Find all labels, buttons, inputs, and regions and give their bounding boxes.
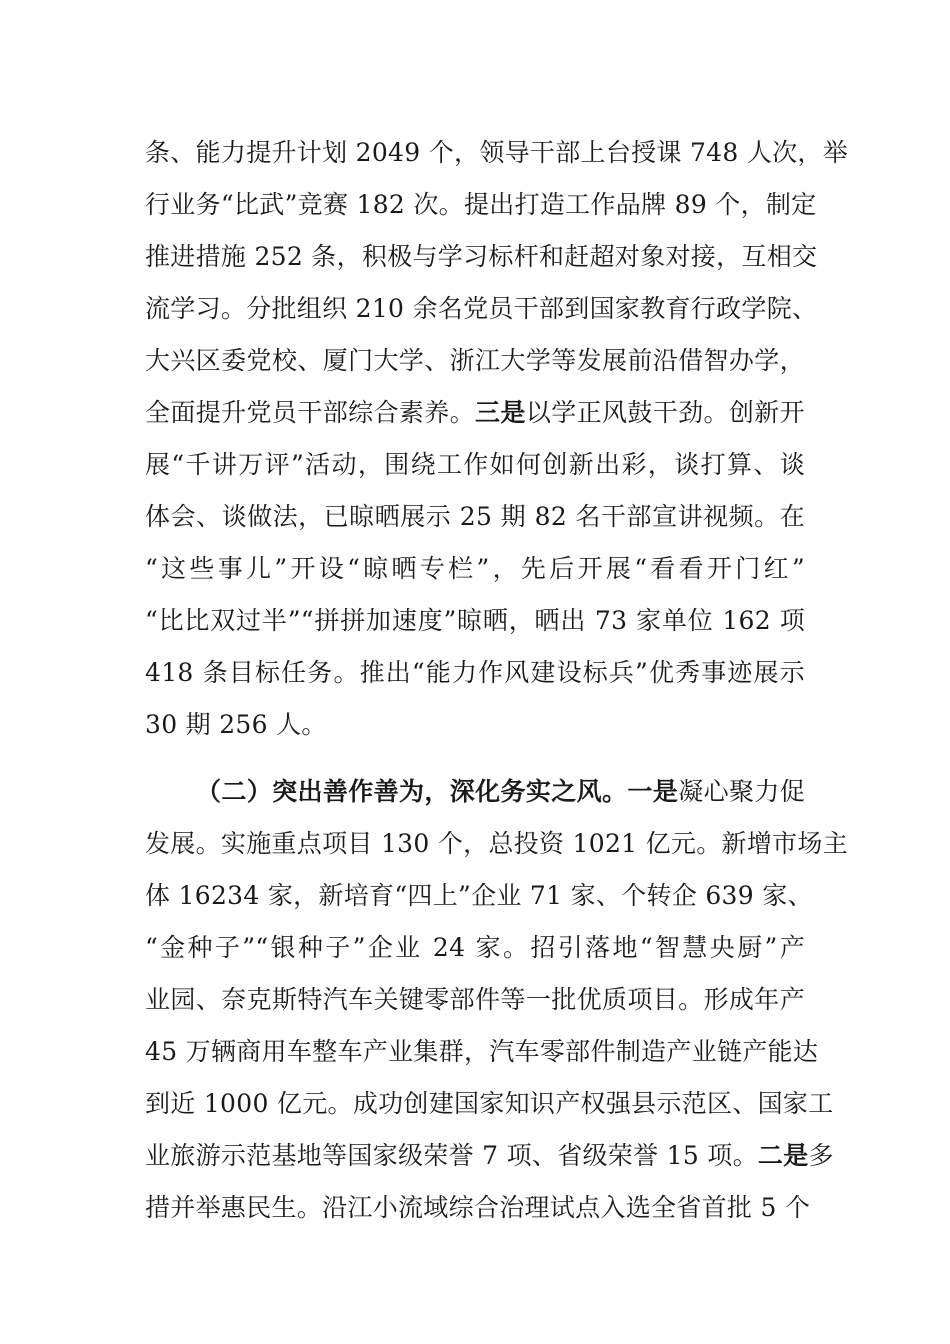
text-segment: 凝心聚力促 xyxy=(678,777,805,806)
body-text-line xyxy=(145,1136,834,1176)
body-text-line xyxy=(145,980,805,1020)
text-segment: 大兴区委党校、厦门大学、浙江大学等发展前沿借智办学， xyxy=(145,346,805,375)
text-segment: 条、能力提升计划 2049 个，领导干部上台授课 748 人次，举 xyxy=(145,138,849,167)
body-text-line xyxy=(145,497,805,537)
body-text-line xyxy=(145,705,805,745)
body-text-line xyxy=(145,824,849,864)
text-segment: 体 16234 家，新培育“四上”企业 71 家、个转企 639 家、 xyxy=(145,881,813,910)
body-text-line xyxy=(145,445,805,485)
body-text-line xyxy=(196,772,805,812)
body-text-line xyxy=(145,393,805,433)
text-segment: 418 条目标任务。推出“能力作风建设标兵”优秀事迹展示 xyxy=(145,658,805,687)
text-segment: 30 期 256 人。 xyxy=(145,710,327,739)
body-text-line xyxy=(145,133,849,173)
text-segment: 推进措施 252 条，积极与学习标杆和赶超对象对接，互相交 xyxy=(145,242,818,271)
body-text-line xyxy=(145,1032,819,1072)
bold-text-segment: 三是 xyxy=(475,398,526,427)
text-segment: “比比双过半”“拼拼加速度”晾晒，晒出 73 家单位 162 项 xyxy=(145,606,805,635)
text-segment: “这些事儿”开设“晾晒专栏”，先后开展“看看开门红” xyxy=(145,554,805,583)
text-segment: 45 万辆商用车整车产业集群，汽车零部件制造产业链产能达 xyxy=(145,1037,819,1066)
body-text-line xyxy=(145,601,805,641)
text-segment: 到近 1000 亿元。成功创建国家知识产权强县示范区、国家工 xyxy=(145,1089,834,1118)
text-segment: 展“千讲万评”活动，围绕工作如何创新出彩，谈打算、谈 xyxy=(145,450,805,479)
body-text-line xyxy=(145,237,818,277)
text-segment: 行业务“比武”竞赛 182 次。提出打造工作品牌 89 个，制定 xyxy=(145,190,817,219)
text-segment: “金种子”“银种子”企业 24 家。招引落地“智慧央厨”产 xyxy=(145,933,805,962)
text-segment: 多 xyxy=(808,1141,834,1170)
body-text-line xyxy=(145,653,805,693)
text-segment: 以学正风鼓干劲。创新开 xyxy=(525,398,805,427)
text-segment: 发展。实施重点项目 130 个，总投资 1021 亿元。新增市场主 xyxy=(145,829,849,858)
body-text-line xyxy=(145,876,813,916)
text-segment: 业园、奈克斯特汽车关键零部件等一批优质项目。形成年产 xyxy=(145,985,805,1014)
text-segment: 体会、谈做法，已晾晒展示 25 期 82 名干部宣讲视频。在 xyxy=(145,502,805,531)
body-text-line xyxy=(145,185,817,225)
text-segment: 业旅游示范基地等国家级荣誉 7 项、省级荣誉 15 项。 xyxy=(145,1141,758,1170)
text-segment: 流学习。分批组织 210 余名党员干部到国家教育行政学院、 xyxy=(145,294,818,323)
body-text-line xyxy=(145,549,805,589)
body-text-line xyxy=(145,928,805,968)
body-text-line xyxy=(145,289,818,329)
text-segment: 全面提升党员干部综合素养。 xyxy=(145,398,476,427)
bold-text-segment: （二）突出善作善为，深化务实之风。一是 xyxy=(196,777,679,806)
body-text-line xyxy=(145,1188,811,1228)
body-text-line xyxy=(145,1084,834,1124)
bold-text-segment: 二是 xyxy=(757,1141,809,1170)
body-text-line xyxy=(145,341,805,381)
text-segment: 措并举惠民生。沿江小流域综合治理试点入选全省首批 5 个 xyxy=(145,1193,811,1222)
